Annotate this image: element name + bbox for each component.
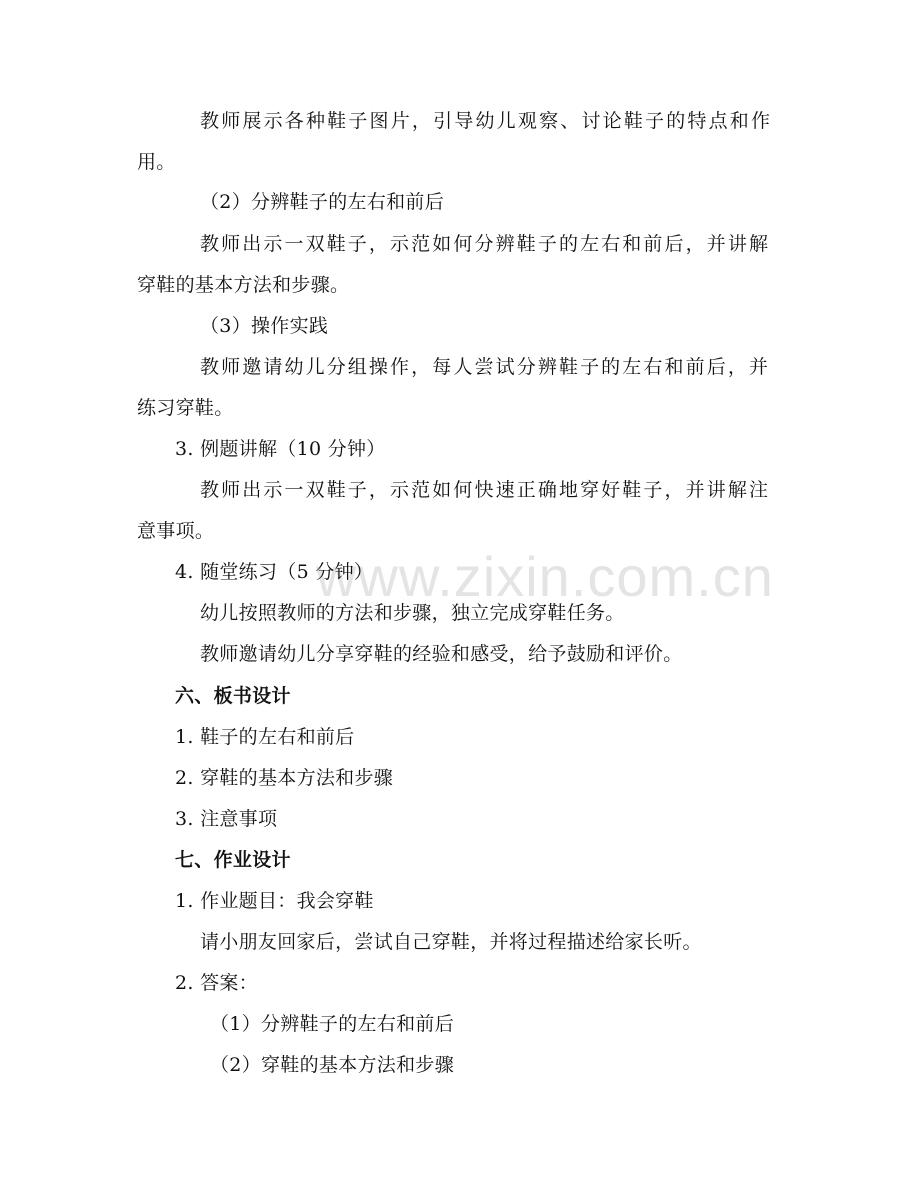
numbered-item: 3. 注意事项 <box>175 808 278 830</box>
subsection-heading: （2）分辨鞋子的左右和前后 <box>200 191 444 213</box>
paragraph-line: 穿鞋的基本方法和步骤。 <box>137 274 350 296</box>
paragraph-line: 教师出示一双鞋子，示范如何分辨鞋子的左右和前后，并讲解 <box>200 233 768 255</box>
numbered-item: 2. 穿鞋的基本方法和步骤 <box>175 767 394 789</box>
numbered-item: 2. 答案： <box>175 972 258 994</box>
section-heading: 六、板书设计 <box>175 685 291 707</box>
section-heading: 七、作业设计 <box>175 849 291 871</box>
paragraph-line: 用。 <box>137 151 176 173</box>
paragraph-line: 教师出示一双鞋子，示范如何快速正确地穿好鞋子，并讲解注 <box>200 479 768 501</box>
numbered-item: 1. 鞋子的左右和前后 <box>175 726 355 748</box>
paragraph-line: 练习穿鞋。 <box>137 397 234 419</box>
answer-item: （1）分辨鞋子的左右和前后 <box>210 1013 454 1035</box>
paragraph-line: 教师邀请幼儿分享穿鞋的经验和感受，给予鼓励和评价。 <box>200 643 683 665</box>
paragraph-line: 幼儿按照教师的方法和步骤，独立完成穿鞋任务。 <box>200 602 625 624</box>
watermark-text: www.zixin.com.cn <box>316 545 774 608</box>
subsection-heading: （3）操作实践 <box>200 315 329 337</box>
paragraph-line: 请小朋友回家后，尝试自己穿鞋，并将过程描述给家长听。 <box>200 931 702 953</box>
paragraph-line: 意事项。 <box>137 520 215 542</box>
paragraph-line: 教师展示各种鞋子图片，引导幼儿观察、讨论鞋子的特点和作 <box>200 110 770 132</box>
numbered-item: 1. 作业题目：我会穿鞋 <box>175 890 374 912</box>
answer-item: （2）穿鞋的基本方法和步骤 <box>210 1054 454 1076</box>
numbered-item: 3. 例题讲解（10 分钟） <box>175 438 386 460</box>
numbered-item: 4. 随堂练习（5 分钟） <box>175 561 374 583</box>
paragraph-line: 教师邀请幼儿分组操作，每人尝试分辨鞋子的左右和前后，并 <box>200 356 768 378</box>
